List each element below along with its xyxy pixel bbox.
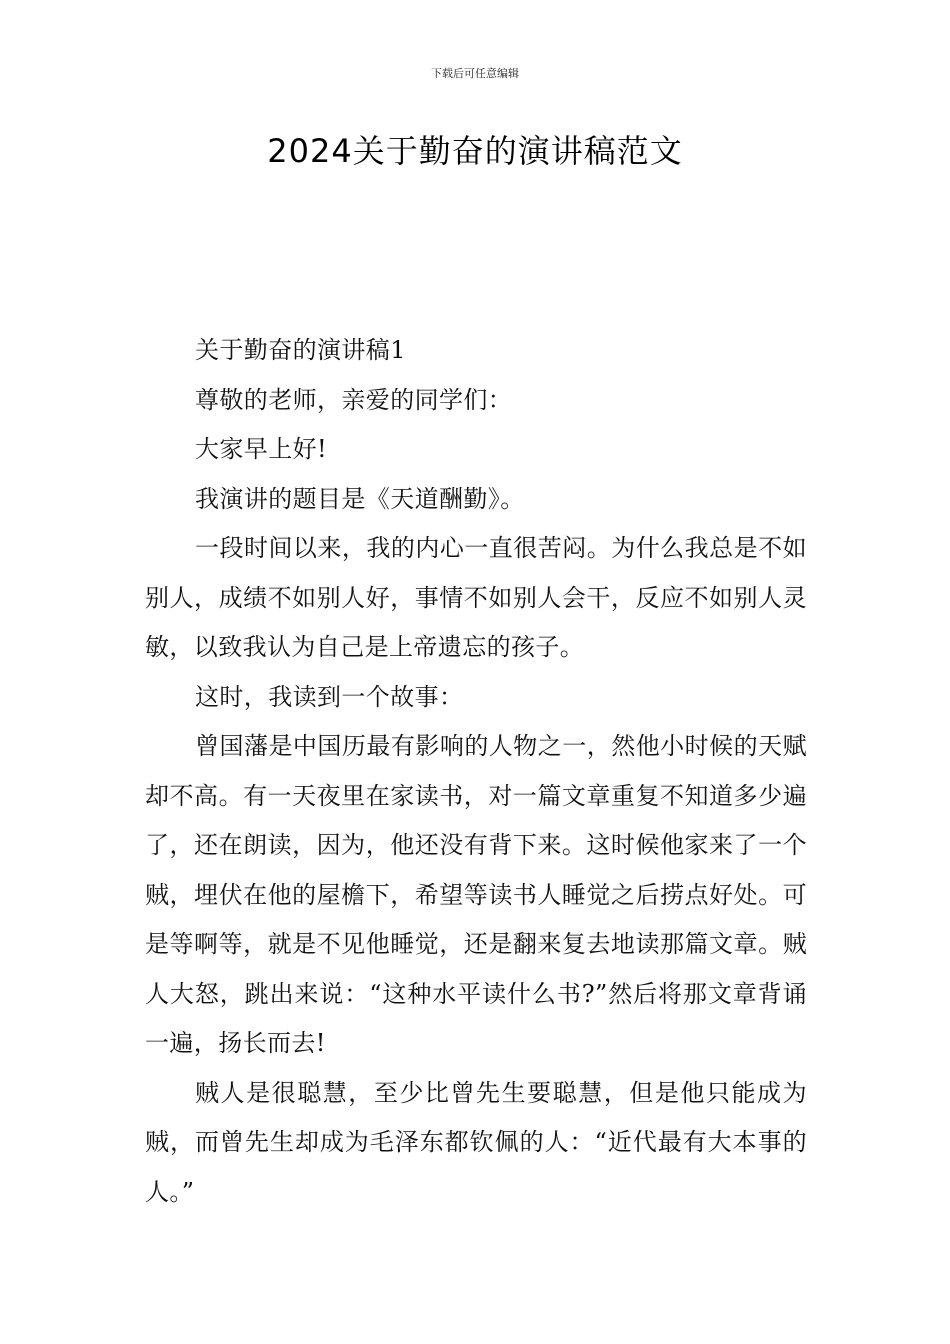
paragraph-body: 一段时间以来，我的内心一直很苦闷。为什么我总是不如别人，成绩不如别人好，事情不如别人会干，反应不如别人灵敏，以致我认为自己是上帝遗忘的孩子。 (145, 534, 807, 661)
paragraph-greeting: 大家早上好! (195, 435, 328, 463)
paragraph-body: 这时，我读到一个故事： (195, 682, 464, 711)
paragraph-speech-heading: 关于勤奋的演讲稿1 (195, 336, 406, 364)
document-title: 2024关于勤奋的演讲稿范文 (267, 132, 683, 170)
document-body (145, 326, 807, 1217)
paragraph-topic: 我演讲的题目是《天道酬勤》。 (195, 484, 525, 513)
paragraph-salutation: 尊敬的老师，亲爱的同学们： (195, 385, 513, 414)
paragraph-body: 贼人是很聪慧，至少比曾先生要聪慧，但是他只能成为贼，而曾先生却成为毛泽东都钦佩的人：“近代最有大本事的人。” (145, 1078, 807, 1206)
header-note: 下载后可任意编辑 (431, 67, 519, 80)
paragraph-body: 曾国藩是中国历最有影响的人物之一，然他小时候的天赋却不高。有一天夜里在家读书，对一篇文章重复不知道多少遍了，还在朗读，因为，他还没有背下来。这时候他家来了一个贼，埋伏在他的屋檐下，希望等读书人睡觉之后捞点好处。可是等啊等，就是不见他睡觉，还是翻来复去地读那篇文章。贼人大怒，跳出来说：“这种水平读什么书?”然后将那文章背诵一遍，扬长而去! (145, 732, 807, 1057)
